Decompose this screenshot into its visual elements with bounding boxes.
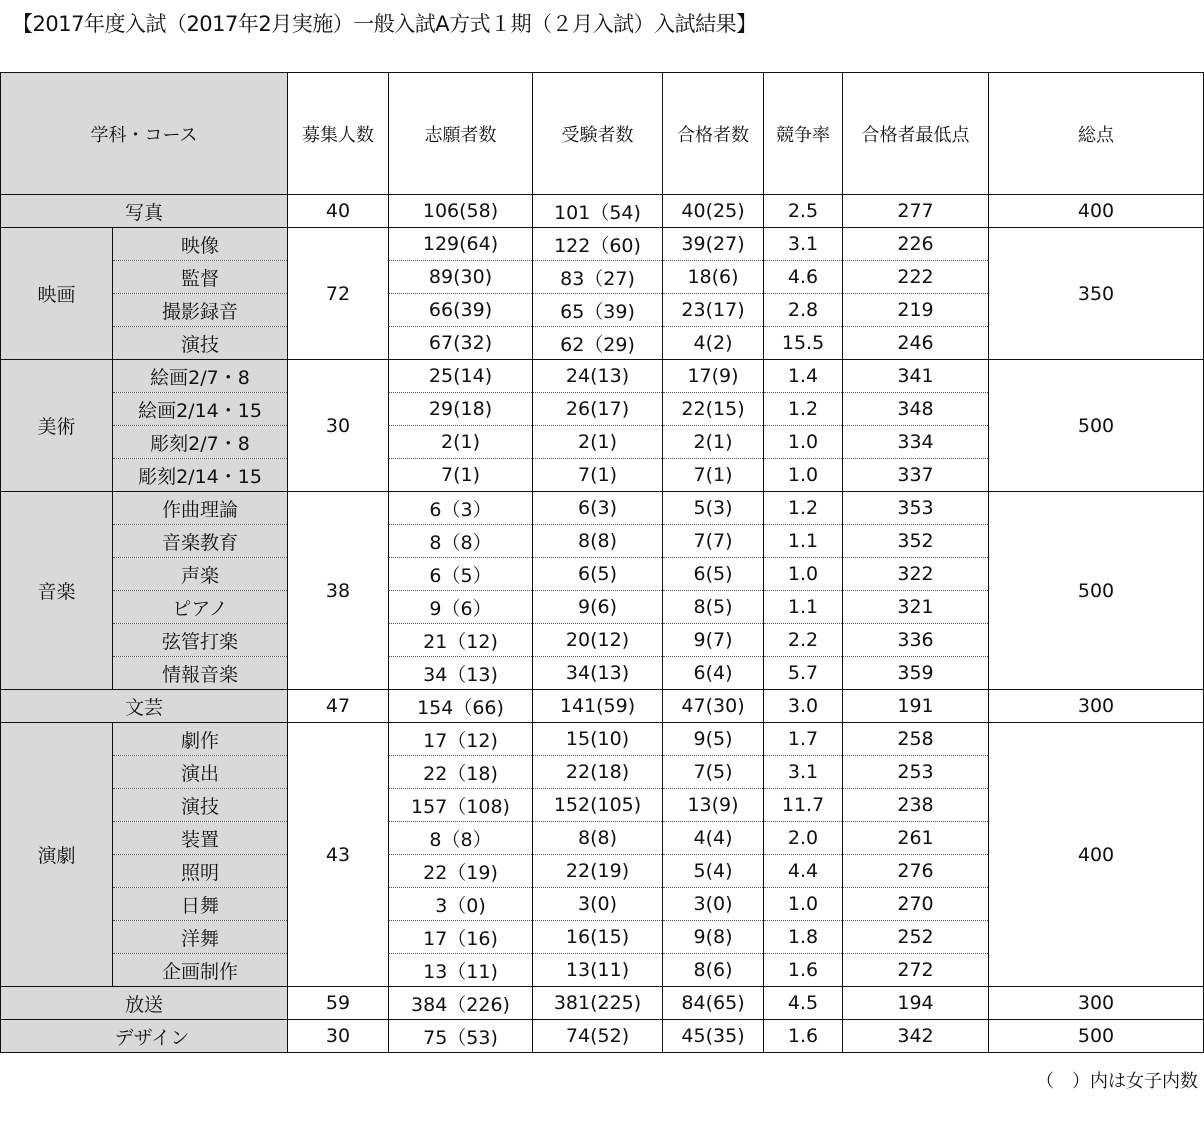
passers-cell: 17(9) — [663, 360, 764, 393]
ratio-cell: 2.0 — [764, 822, 843, 855]
applicants-cell: 8（8） — [389, 822, 533, 855]
applicants-cell: 21（12) — [389, 624, 533, 657]
ratio-cell: 15.5 — [764, 327, 843, 360]
ratio-cell: 3.1 — [764, 228, 843, 261]
min-score-cell: 253 — [843, 756, 989, 789]
applicants-cell: 157（108) — [389, 789, 533, 822]
applicants-cell: 384（226) — [389, 987, 533, 1020]
examinees-cell: 16(15) — [533, 921, 663, 954]
applicants-cell: 154（66) — [389, 690, 533, 723]
examinees-cell: 152(105) — [533, 789, 663, 822]
header-total: 総点 — [989, 73, 1204, 195]
passers-cell: 8(5) — [663, 591, 764, 624]
header-course: 学科・コース — [1, 73, 288, 195]
min-score-cell: 342 — [843, 1020, 989, 1053]
examinees-cell: 34(13) — [533, 657, 663, 690]
course-cell: 演出 — [113, 756, 288, 789]
course-cell: 照明 — [113, 855, 288, 888]
examinees-cell: 22(19) — [533, 855, 663, 888]
ratio-cell: 1.1 — [764, 525, 843, 558]
min-score-cell: 226 — [843, 228, 989, 261]
min-score-cell: 352 — [843, 525, 989, 558]
table-row — [1, 228, 1204, 261]
passers-cell: 23(17) — [663, 294, 764, 327]
ratio-cell: 1.0 — [764, 426, 843, 459]
course-cell: 企画制作 — [113, 954, 288, 987]
min-score-cell: 322 — [843, 558, 989, 591]
table-row — [1, 360, 1204, 393]
examinees-cell: 20(12) — [533, 624, 663, 657]
passers-cell: 4(2) — [663, 327, 764, 360]
examinees-cell: 24(13) — [533, 360, 663, 393]
header-min-score: 合格者最低点 — [843, 73, 989, 195]
applicants-cell: 6（3） — [389, 492, 533, 525]
examinees-cell: 15(10) — [533, 723, 663, 756]
quota-cell: 40 — [288, 195, 389, 228]
ratio-cell: 4.4 — [764, 855, 843, 888]
applicants-cell: 29(18) — [389, 393, 533, 426]
ratio-cell: 1.2 — [764, 393, 843, 426]
examinees-cell: 6(3) — [533, 492, 663, 525]
course-cell: 作曲理論 — [113, 492, 288, 525]
applicants-cell: 25(14) — [389, 360, 533, 393]
passers-cell: 9(8) — [663, 921, 764, 954]
header-ratio: 競争率 — [764, 73, 843, 195]
quota-cell: 38 — [288, 492, 389, 690]
department-cell: 文芸 — [1, 690, 288, 723]
min-score-cell: 348 — [843, 393, 989, 426]
footnote: （ ）内は女子内数 — [1036, 1071, 1198, 1092]
examinees-cell: 65（39) — [533, 294, 663, 327]
min-score-cell: 336 — [843, 624, 989, 657]
course-cell: 映像 — [113, 228, 288, 261]
passers-cell: 5(4) — [663, 855, 764, 888]
examinees-cell: 8(8) — [533, 822, 663, 855]
course-cell: 日舞 — [113, 888, 288, 921]
department-cell: 放送 — [1, 987, 288, 1020]
applicants-cell: 106(58) — [389, 195, 533, 228]
passers-cell: 9(5) — [663, 723, 764, 756]
min-score-cell: 258 — [843, 723, 989, 756]
ratio-cell: 4.6 — [764, 261, 843, 294]
passers-cell: 39(27) — [663, 228, 764, 261]
total-cell: 300 — [989, 987, 1204, 1020]
course-cell: ピアノ — [113, 591, 288, 624]
examinees-cell: 7(1) — [533, 459, 663, 492]
table-row — [1, 1020, 1204, 1053]
table-row — [1, 723, 1204, 756]
passers-cell: 2(1) — [663, 426, 764, 459]
min-score-cell: 246 — [843, 327, 989, 360]
ratio-cell: 2.5 — [764, 195, 843, 228]
applicants-cell: 2(1) — [389, 426, 533, 459]
applicants-cell: 17（12) — [389, 723, 533, 756]
examinees-cell: 13(11) — [533, 954, 663, 987]
passers-cell: 7(1) — [663, 459, 764, 492]
applicants-cell: 3（0) — [389, 888, 533, 921]
passers-cell: 3(0) — [663, 888, 764, 921]
course-cell: 声楽 — [113, 558, 288, 591]
passers-cell: 84(65) — [663, 987, 764, 1020]
passers-cell: 5(3) — [663, 492, 764, 525]
min-score-cell: 321 — [843, 591, 989, 624]
examinees-cell: 62（29) — [533, 327, 663, 360]
min-score-cell: 191 — [843, 690, 989, 723]
applicants-cell: 17（16) — [389, 921, 533, 954]
ratio-cell: 1.4 — [764, 360, 843, 393]
ratio-cell: 1.8 — [764, 921, 843, 954]
min-score-cell: 272 — [843, 954, 989, 987]
applicants-cell: 89(30) — [389, 261, 533, 294]
table-row — [1, 987, 1204, 1020]
examinees-cell: 9(6) — [533, 591, 663, 624]
department-cell: 映画 — [1, 228, 113, 360]
min-score-cell: 276 — [843, 855, 989, 888]
examinees-cell: 26(17) — [533, 393, 663, 426]
passers-cell: 18(6) — [663, 261, 764, 294]
department-cell: 音楽 — [1, 492, 113, 690]
examinees-cell: 101（54) — [533, 195, 663, 228]
min-score-cell: 337 — [843, 459, 989, 492]
department-cell: デザイン — [1, 1020, 288, 1053]
ratio-cell: 3.0 — [764, 690, 843, 723]
applicants-cell: 13（11) — [389, 954, 533, 987]
ratio-cell: 1.7 — [764, 723, 843, 756]
ratio-cell: 1.6 — [764, 1020, 843, 1053]
table-row — [1, 690, 1204, 723]
applicants-cell: 22（18) — [389, 756, 533, 789]
ratio-cell: 5.7 — [764, 657, 843, 690]
passers-cell: 7(5) — [663, 756, 764, 789]
examinees-cell: 122（60) — [533, 228, 663, 261]
applicants-cell: 34（13) — [389, 657, 533, 690]
min-score-cell: 359 — [843, 657, 989, 690]
total-cell: 350 — [989, 228, 1204, 360]
header-row — [1, 73, 1204, 195]
course-cell: 監督 — [113, 261, 288, 294]
quota-cell: 59 — [288, 987, 389, 1020]
course-cell: 彫刻2/14・15 — [113, 459, 288, 492]
passers-cell: 40(25) — [663, 195, 764, 228]
quota-cell: 72 — [288, 228, 389, 360]
course-cell: 絵画2/14・15 — [113, 393, 288, 426]
applicants-cell: 67(32) — [389, 327, 533, 360]
total-cell: 400 — [989, 723, 1204, 987]
course-cell: 演技 — [113, 327, 288, 360]
min-score-cell: 334 — [843, 426, 989, 459]
examinees-cell: 3(0) — [533, 888, 663, 921]
passers-cell: 45(35) — [663, 1020, 764, 1053]
ratio-cell: 2.2 — [764, 624, 843, 657]
ratio-cell: 1.6 — [764, 954, 843, 987]
passers-cell: 7(7) — [663, 525, 764, 558]
min-score-cell: 261 — [843, 822, 989, 855]
department-cell: 写真 — [1, 195, 288, 228]
min-score-cell: 219 — [843, 294, 989, 327]
examinees-cell: 6(5) — [533, 558, 663, 591]
ratio-cell: 1.1 — [764, 591, 843, 624]
ratio-cell: 4.5 — [764, 987, 843, 1020]
min-score-cell: 353 — [843, 492, 989, 525]
course-cell: 情報音楽 — [113, 657, 288, 690]
applicants-cell: 9（6） — [389, 591, 533, 624]
course-cell: 彫刻2/7・8 — [113, 426, 288, 459]
passers-cell: 8(6) — [663, 954, 764, 987]
passers-cell: 6(5) — [663, 558, 764, 591]
examinees-cell: 83（27) — [533, 261, 663, 294]
applicants-cell: 129(64) — [389, 228, 533, 261]
course-cell: 演技 — [113, 789, 288, 822]
course-cell: 撮影録音 — [113, 294, 288, 327]
table-row — [1, 492, 1204, 525]
passers-cell: 6(4) — [663, 657, 764, 690]
examinees-cell: 141(59) — [533, 690, 663, 723]
ratio-cell: 3.1 — [764, 756, 843, 789]
min-score-cell: 277 — [843, 195, 989, 228]
applicants-cell: 66(39) — [389, 294, 533, 327]
course-cell: 洋舞 — [113, 921, 288, 954]
applicants-cell: 6（5） — [389, 558, 533, 591]
ratio-cell: 1.0 — [764, 459, 843, 492]
ratio-cell: 1.0 — [764, 888, 843, 921]
total-cell: 500 — [989, 360, 1204, 492]
ratio-cell: 11.7 — [764, 789, 843, 822]
table-row — [1, 195, 1204, 228]
total-cell: 500 — [989, 1020, 1204, 1053]
min-score-cell: 252 — [843, 921, 989, 954]
applicants-cell: 7(1) — [389, 459, 533, 492]
examinees-cell: 381(225) — [533, 987, 663, 1020]
header-examinees: 受験者数 — [533, 73, 663, 195]
passers-cell: 4(4) — [663, 822, 764, 855]
min-score-cell: 222 — [843, 261, 989, 294]
examinees-cell: 2(1) — [533, 426, 663, 459]
applicants-cell: 75（53) — [389, 1020, 533, 1053]
department-cell: 美術 — [1, 360, 113, 492]
total-cell: 300 — [989, 690, 1204, 723]
quota-cell: 47 — [288, 690, 389, 723]
header-passers: 合格者数 — [663, 73, 764, 195]
ratio-cell: 1.0 — [764, 558, 843, 591]
quota-cell: 30 — [288, 1020, 389, 1053]
course-cell: 劇作 — [113, 723, 288, 756]
quota-cell: 43 — [288, 723, 389, 987]
passers-cell: 13(9) — [663, 789, 764, 822]
header-quota: 募集人数 — [288, 73, 389, 195]
quota-cell: 30 — [288, 360, 389, 492]
page-title: 【2017年度入試（2017年2月実施）一般入試A方式１期（２月入試）入試結果】 — [12, 12, 757, 36]
course-cell: 音楽教育 — [113, 525, 288, 558]
course-cell: 弦管打楽 — [113, 624, 288, 657]
applicants-cell: 22（19) — [389, 855, 533, 888]
examinees-cell: 74(52) — [533, 1020, 663, 1053]
total-cell: 500 — [989, 492, 1204, 690]
header-applicants: 志願者数 — [389, 73, 533, 195]
table-body — [1, 195, 1204, 1053]
course-cell: 絵画2/7・8 — [113, 360, 288, 393]
passers-cell: 47(30) — [663, 690, 764, 723]
examinees-cell: 8(8) — [533, 525, 663, 558]
min-score-cell: 270 — [843, 888, 989, 921]
min-score-cell: 238 — [843, 789, 989, 822]
results-table — [0, 72, 1204, 1053]
department-cell: 演劇 — [1, 723, 113, 987]
ratio-cell: 2.8 — [764, 294, 843, 327]
min-score-cell: 194 — [843, 987, 989, 1020]
course-cell: 装置 — [113, 822, 288, 855]
min-score-cell: 341 — [843, 360, 989, 393]
examinees-cell: 22(18) — [533, 756, 663, 789]
passers-cell: 22(15) — [663, 393, 764, 426]
applicants-cell: 8（8） — [389, 525, 533, 558]
passers-cell: 9(7) — [663, 624, 764, 657]
ratio-cell: 1.2 — [764, 492, 843, 525]
total-cell: 400 — [989, 195, 1204, 228]
